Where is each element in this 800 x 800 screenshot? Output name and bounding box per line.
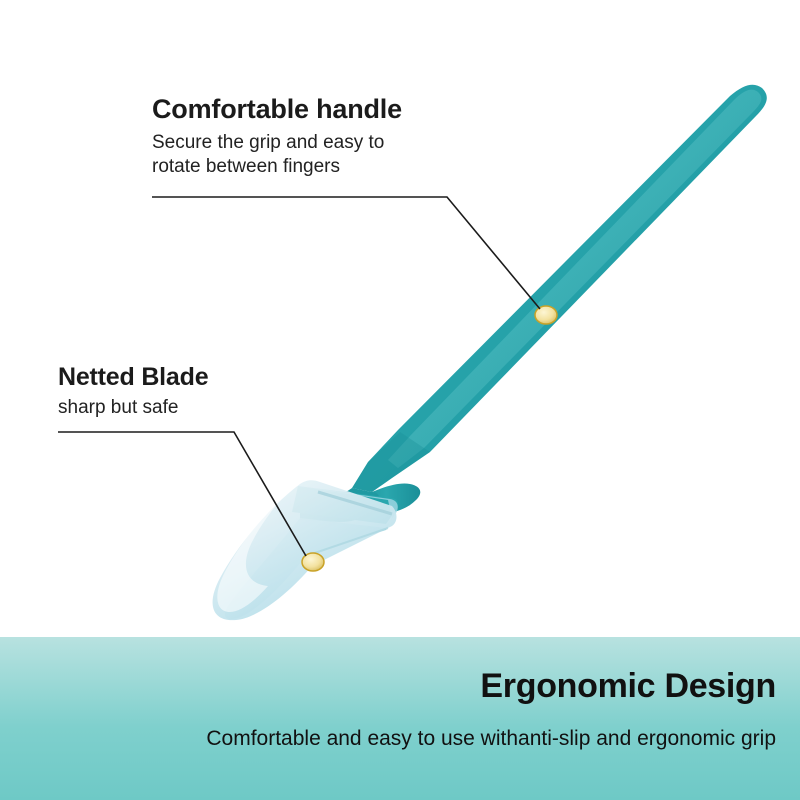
callout-handle-title: Comfortable handle bbox=[152, 94, 402, 124]
banner-subtitle: Comfortable and easy to use withanti-slip and ergonomic grip bbox=[206, 727, 776, 750]
callout-handle-subtitle-line2: rotate between fingers bbox=[152, 155, 341, 177]
handle-accent-dot bbox=[535, 306, 557, 324]
banner-title: Ergonomic Design bbox=[480, 667, 776, 705]
netted-blade-head bbox=[212, 480, 398, 620]
callout-handle-subtitle-line1: Secure the grip and easy to bbox=[152, 132, 385, 153]
callout-comfortable-handle bbox=[152, 94, 482, 179]
callout-blade-subtitle: sharp but safe bbox=[58, 397, 179, 418]
bottom-banner bbox=[0, 637, 800, 800]
leader-line-handle bbox=[152, 197, 540, 309]
callout-blade-title: Netted Blade bbox=[58, 363, 209, 391]
callout-netted-blade bbox=[58, 363, 338, 420]
